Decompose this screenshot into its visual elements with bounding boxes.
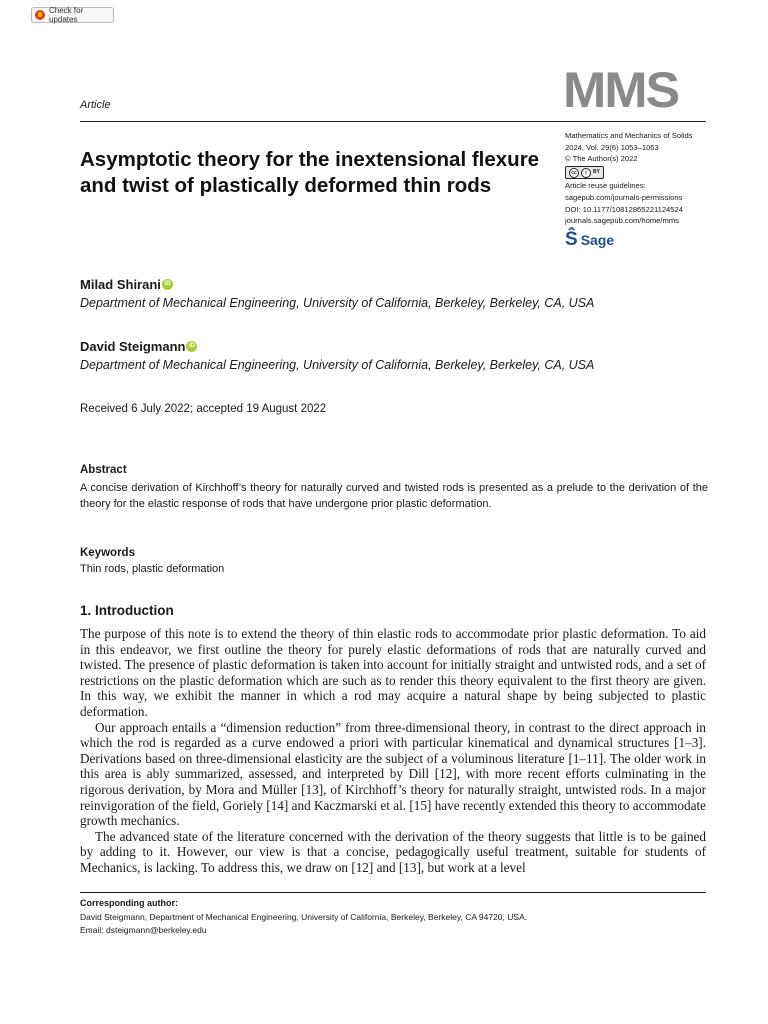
license-label: BY — [593, 168, 600, 175]
permissions-link[interactable]: sagepub.com/journals-permissions — [565, 192, 683, 202]
by-icon: i — [581, 168, 591, 178]
body-paragraph: The purpose of this note is to extend the theory of thin elastic rods to accommodate prior plastic deformation. To aid in this endeavor, we first outline the theory for purely elastic deformations of rods that are naturally curved and twisted. The presence of plastic deformation is taken into account for initially straight and untwisted rods, and a set of restrictions on the plastic deformation which are such as to render this theory equivalent to the first theory are given. In this way, we exhibit the manner in which a rod may acquire a natural shape by being subjected to plastic deformation. — [80, 626, 706, 719]
doi-link[interactable]: DOI: 10.1177/10812865221124524 — [565, 204, 683, 214]
sage-s-icon: Ŝ — [565, 229, 578, 250]
body-paragraph: Our approach entails a “dimension reduction” from three-dimensional theory, in contrast to the direct approach in which the rod is regarded as a curve endowed a priori with particular kinematical and dynamical structures [1–3]. Derivations based on three-dimensional elasticity are the subject of a voluminous literature [1–11]. The older work in this area is ably summarized, assessed, and interpreted by Dill [12], with more recent efforts culminating in the rigorous derivation, by Mora and Müller [13], of Kirchhoff’s theory for naturally straight, untwisted rods. In a major reinvigoration of the field, Goriely [14] and Kaczmarski et al. [15] have recently extended this theory to accommodate growth mechanics. — [80, 719, 706, 829]
corresponding-author-email[interactable]: Email: dsteigmann@berkeley.edu — [80, 925, 207, 935]
received-dates: Received 6 July 2022; accepted 19 August 2022 — [80, 403, 327, 415]
section-body — [80, 626, 706, 876]
author-affiliation: Department of Mechanical Engineering, University of California, Berkeley, Berkeley, CA, USA — [80, 358, 595, 372]
journal-info — [565, 130, 735, 227]
cc-icon: cc — [569, 168, 579, 178]
abstract-heading: Abstract — [80, 464, 127, 476]
article-type-label: Article — [80, 99, 111, 111]
paper-title: Asymptotic theory for the inextensional flexure and twist of plastically deformed thin rods — [80, 148, 540, 197]
corresponding-author-address: David Steigmann, Department of Mechanical Engineering, University of California, Berkeley, Berkeley, CA 94720, USA. — [80, 912, 528, 922]
body-paragraph: The advanced state of the literature concerned with the derivation of the theory suggests that little is to be gained by adding to it. However, our view is that a concise, pedagogically useful treatment, suitable for students of Mechanics, is lacking. To address this, we draw on [12] and [13], but work at a level — [80, 828, 706, 875]
check-for-updates-button[interactable] — [31, 7, 114, 23]
journal-name: Mathematics and Mechanics of Solids — [565, 131, 693, 140]
publisher-name: Sage — [580, 231, 615, 248]
journal-home-link[interactable]: journals.sagepub.com/home/mms — [565, 216, 679, 226]
keywords-text: Thin rods, plastic deformation — [80, 563, 225, 575]
journal-volume: 2024, Vol. 29(6) 1053–1063 — [565, 142, 659, 152]
author-name-text: Milad Shirani — [80, 277, 161, 292]
corresponding-author-details — [80, 911, 527, 937]
author-name-text: David Steigmann — [80, 339, 186, 354]
section-heading: 1. Introduction — [80, 603, 174, 618]
journal-logo: MMS — [563, 62, 679, 118]
publisher-logo — [565, 230, 614, 249]
abstract-text: A concise derivation of Kirchhoff’s theory for naturally curved and twisted rods is presented as a prelude to the derivation of the theory for the elastic response of rods that have undergone prior plastic deformation. — [80, 482, 708, 510]
crossmark-icon — [35, 10, 45, 20]
author-name — [80, 339, 197, 354]
footer-divider — [80, 892, 706, 893]
header-divider — [80, 121, 706, 122]
author-name — [80, 277, 173, 292]
orcid-icon[interactable]: iD — [186, 341, 197, 352]
reuse-guidelines-label: Article reuse guidelines: — [565, 181, 646, 191]
corresponding-author-heading: Corresponding author: — [80, 898, 178, 908]
author-affiliation: Department of Mechanical Engineering, University of California, Berkeley, Berkeley, CA, USA — [80, 296, 595, 310]
cc-license-badge[interactable] — [565, 166, 604, 179]
keywords-heading: Keywords — [80, 547, 135, 559]
check-for-updates-label: Check for updates — [49, 6, 84, 24]
orcid-icon[interactable]: iD — [162, 279, 173, 290]
copyright-notice: © The Author(s) 2022 — [565, 154, 638, 164]
